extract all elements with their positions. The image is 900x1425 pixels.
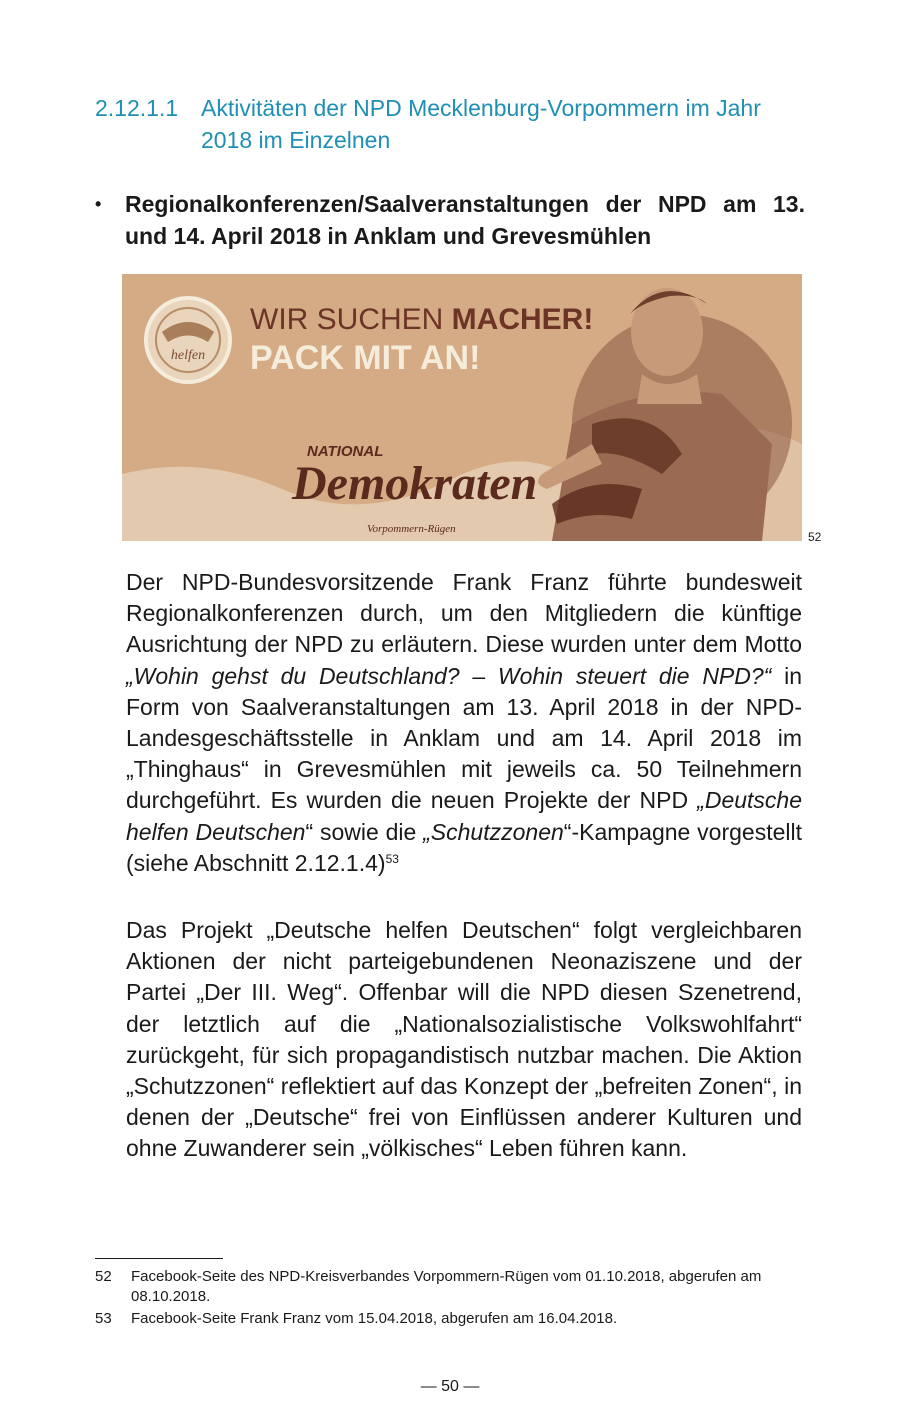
para1-text-3: “ sowie die — [305, 818, 424, 845]
footnote-number: 52 — [95, 1268, 112, 1285]
section-title: Aktivitäten der NPD Mecklenburg-Vorpommern im Jahr 2018 im Einzelnen — [201, 95, 761, 153]
logo-demokraten: Demokraten — [292, 457, 538, 510]
paragraph-2: Das Projekt „Deutsche helfen Deutschen“ folgt vergleichbaren Aktionen der nicht parteigebundenen Neonaziszene und der Partei „Der III. Weg“. Offenbar will die NPD diesen Szenetrend, der letztlich auf die „Nationalsozialistische Volkswohlfahrt“ zurückgeht, für sich propagandistisch nutzbar machen. Die Aktion „Schutzzonen“ reflektiert auf das Konzept der „befreiten Zonen“, in denen der „Deutsche“ frei von Einflüssen anderer Kulturen und ohne Zuwanderer sein „völkisches“ Leben führen kann. — [126, 917, 802, 1162]
logo-national: NATIONAL — [307, 443, 384, 460]
section-heading — [95, 92, 815, 156]
para1-project1: „Deutsche helfen Deutschen — [126, 787, 802, 845]
section-number: 2.12.1.1 — [95, 95, 179, 121]
footnote-53 — [95, 1309, 795, 1329]
para1-text-2: in Form von Saalveranstaltungen am 13. April 2018 in der NPD-Landesgeschäftsstelle in Anklam und am 14. April 2018 im „Thinghaus“ in Grevesmühlen mit jeweils ca. 50 Teilnehmern durchgeführt. Es wurden die neuen Projekte der NPD — [126, 662, 802, 814]
footnote-text: Facebook-Seite Frank Franz vom 15.04.2018, abgerufen am 16.04.2018. — [131, 1310, 618, 1327]
emblem-icon — [146, 298, 230, 382]
svg-text:WIR SUCHEN MACHER! — [250, 303, 593, 336]
emblem-text: helfen — [170, 348, 206, 363]
paragraph-1 — [126, 567, 802, 879]
page-number: — 50 — — [420, 1378, 480, 1395]
footnote-divider — [95, 1258, 223, 1259]
para1-text-1: Der NPD-Bundesvorsitzende Frank Franz führte bundesweit Regionalkonferenzen durch, um den Mitgliedern die künftige Ausrichtung der NPD zu erläutern. Diese wurden unter dem Motto — [126, 569, 802, 658]
logo-region: Vorpommern-Rügen — [367, 523, 456, 535]
banner-slogan-part1: WIR SUCHEN — [250, 303, 452, 336]
campaign-banner-image — [122, 274, 802, 541]
image-footnote-ref: 52 — [808, 530, 822, 544]
para1-project2: „Schutzzonen — [423, 818, 564, 845]
para1-footnote-ref: 53 — [385, 851, 399, 866]
bullet-text: Regionalkonferenzen/Saalveranstaltungen der NPD am 13. und 14. April 2018 in Anklam und Grevesmühlen — [125, 191, 805, 249]
banner-slogan-line2: PACK MIT AN! — [250, 339, 481, 377]
footnote-number: 53 — [95, 1310, 112, 1327]
footnote-52 — [95, 1267, 795, 1307]
banner-slogan-part2: MACHER! — [451, 303, 594, 336]
footnote-text: Facebook-Seite des NPD-Kreisverbandes Vorpommern-Rügen vom 01.10.2018, abgerufen am 08.10.2018. — [131, 1268, 762, 1305]
bullet-item — [95, 188, 805, 252]
para1-motto: „Wohin gehst du Deutschland? – Wohin steuert die NPD?“ — [126, 662, 772, 689]
para1-text-4: “-Kampagne vorgestellt (siehe Abschnitt 2.12.1.4) — [126, 818, 803, 876]
bullet-icon: • — [95, 194, 102, 214]
